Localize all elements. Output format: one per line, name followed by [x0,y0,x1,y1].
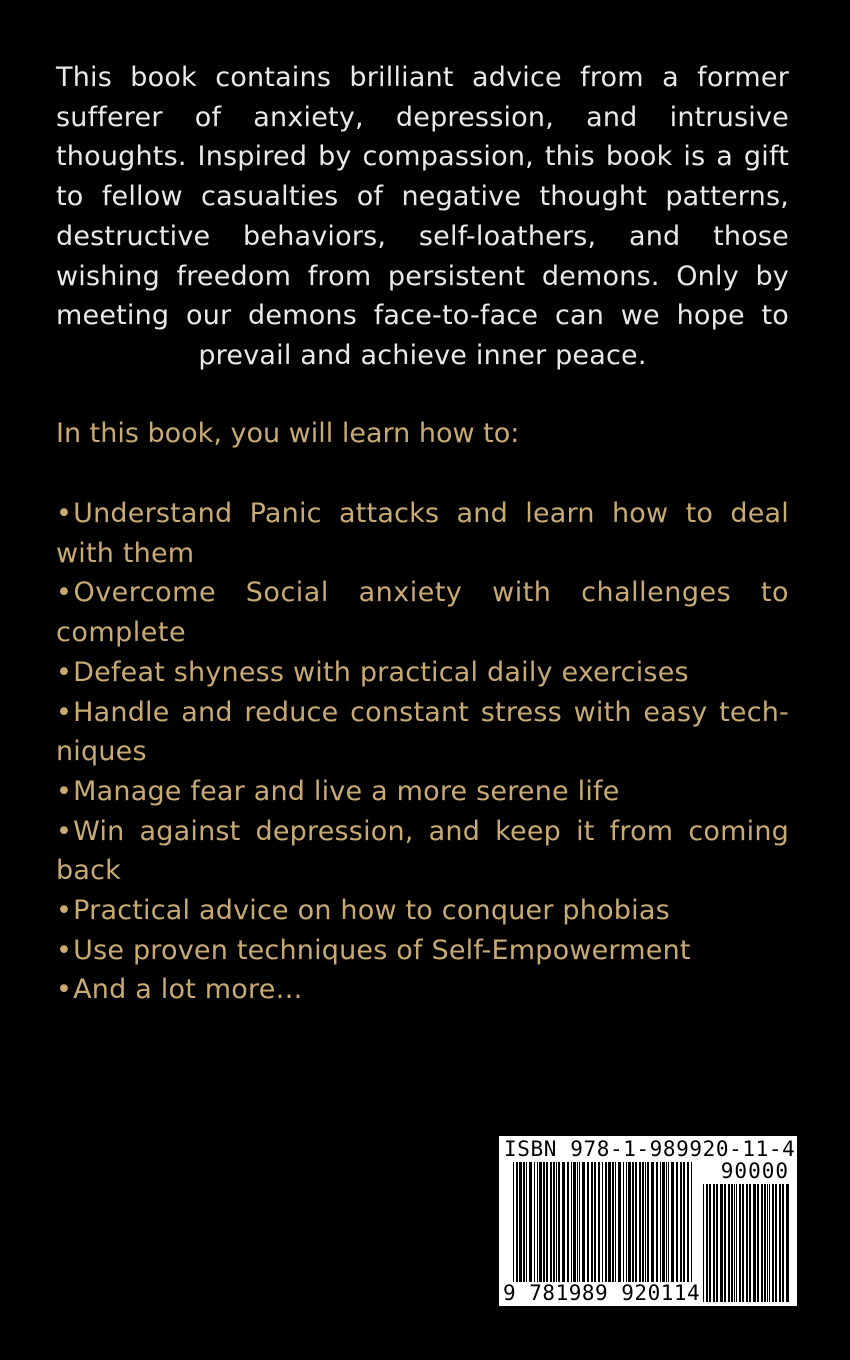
barcode-bar [598,1162,600,1286]
barcode-bar [706,1184,708,1302]
barcode-bar [626,1162,627,1286]
list-item: •Understand Panic attacks and learn how to deal with them [56,498,789,569]
barcode-bar [632,1162,634,1286]
bullet-icon: • [56,815,73,847]
barcode-bar [671,1162,674,1286]
barcode-bar [772,1184,774,1302]
barcode-bar [656,1162,658,1286]
list-item: •Overcome Social anxiety with challenges to complete [56,577,789,649]
bullet-icon: • [56,974,73,1006]
barcode-bar [605,1162,607,1286]
barcode-bar [546,1162,548,1286]
barcode-bar [746,1184,748,1302]
barcode-bar [769,1184,770,1302]
list-item: •Practical advice on how to conquer phobias [56,895,670,927]
barcode-bar [691,1162,692,1286]
barcode-bar [660,1162,661,1286]
barcode-bar [779,1184,781,1302]
barcode-bar [736,1184,737,1302]
barcode-bar [587,1162,589,1286]
barcode-bar [513,1162,514,1286]
barcode-bar [703,1184,704,1302]
barcode-bar [571,1162,572,1286]
barcode-bar [602,1162,603,1286]
bullet-icon: • [56,775,73,807]
barcode-bar [713,1184,715,1302]
bullet-icon: • [56,934,73,966]
list-item: •Defeat shyness with practical daily exercises [56,656,689,688]
barcode-bar [635,1162,637,1286]
barcode-bar [537,1162,538,1286]
barcode-bar [731,1184,733,1302]
benefits-list [56,494,789,1010]
barcode-bar [651,1162,654,1286]
barcode-bar [618,1162,621,1286]
bullet-icon: • [56,577,73,609]
bullet-icon: • [56,895,73,927]
barcode-bar [749,1184,751,1302]
ean13-bars [513,1162,695,1286]
barcode-bar [639,1162,641,1286]
ean-digits: 9 781989 920114 [503,1281,701,1305]
barcode-bar [767,1184,768,1302]
barcode-bar [608,1162,611,1286]
isbn-label: ISBN 978-1-989920-11-4 [504,1137,796,1161]
learn-heading: In this book, you will learn how to: [56,418,520,449]
price-addon-bars [703,1184,789,1302]
barcode-bar [623,1162,624,1286]
bullet-icon: • [56,696,73,728]
list-item: •Win against depression, and keep it from coming back [56,815,789,887]
barcode-bar [753,1184,756,1302]
barcode-bar [734,1184,735,1302]
list-item: •Manage fear and live a more serene life [56,775,620,807]
barcode-bar [720,1184,723,1302]
barcode-bar [612,1162,614,1286]
isbn-barcode [499,1136,797,1306]
barcode-bar [742,1184,744,1302]
barcode-bar [683,1162,685,1286]
barcode-bar [558,1162,560,1286]
barcode-bar [543,1162,545,1286]
barcode-bar [579,1162,580,1286]
barcode-bar [739,1184,741,1302]
barcode-bar [553,1162,555,1286]
barcode-bar [529,1162,532,1286]
book-description: This book contains brilliant advice from a former sufferer of anxiety, depression, and intrusive thoughts. Inspired by compassion, this book is a gift to fellow casualties of negative thought patterns, destructive behaviors, self-loathers, and those wishing freedom from persistent demons. Only by meeting our demons face-to-face can we hope to prevail and achieve inner peace. [56,62,789,371]
bullet-icon: • [56,656,73,688]
barcode-bar [676,1162,678,1286]
barcode-bar [647,1162,649,1286]
barcode-bar [516,1162,518,1286]
list-item: •Use proven techniques of Self-Empowerment [56,934,691,966]
list-item: •Handle and reduce constant stress with easy tech-niques [56,696,789,768]
barcode-bar [728,1184,730,1302]
barcode-bar [573,1162,576,1286]
barcode-bar [761,1184,763,1302]
barcode-bar [775,1184,777,1302]
barcode-bar [539,1162,542,1286]
barcode-bar [519,1162,522,1286]
barcode-bar [666,1162,667,1286]
barcode-bar [668,1162,669,1286]
barcode-bar [562,1162,565,1286]
barcode-bar [591,1162,593,1286]
list-item: •And a lot more… [56,974,303,1006]
barcode-bar [680,1162,682,1286]
barcode-bar [534,1162,535,1286]
price-code: 90000 [720,1159,789,1183]
barcode-bar [526,1162,527,1286]
barcode-bar [716,1184,718,1302]
barcode-bar [615,1162,616,1286]
barcode-bar [628,1162,631,1286]
barcode-bar [724,1184,726,1302]
barcode-bar [577,1162,578,1286]
barcode-bar [645,1162,646,1286]
barcode-bar [662,1162,665,1286]
barcode-bar [786,1184,789,1302]
barcode-bar [642,1162,644,1286]
barcode-bar [556,1162,557,1286]
barcode-bar [687,1162,689,1286]
bullet-icon: • [56,498,73,529]
barcode-bar [764,1184,766,1302]
barcode-bar [757,1184,759,1302]
barcode-bar [709,1184,711,1302]
barcode-bar [582,1162,585,1286]
barcode-bar [550,1162,552,1286]
barcode-bar [782,1184,784,1302]
barcode-bar [523,1162,525,1286]
barcode-bar [594,1162,596,1286]
barcode-bar [567,1162,569,1286]
